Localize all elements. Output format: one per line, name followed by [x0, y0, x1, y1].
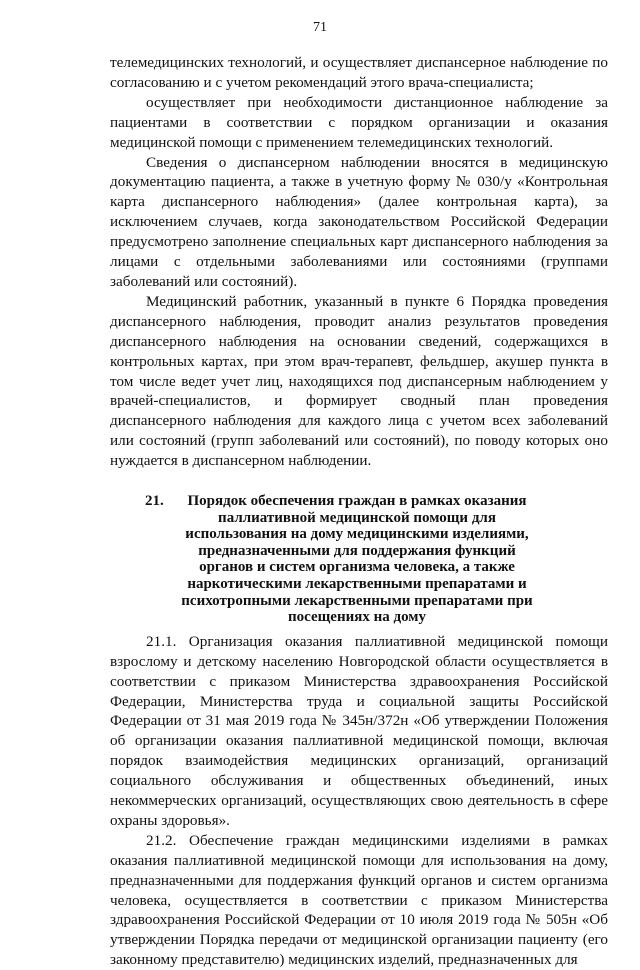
- section-heading: [110, 493, 608, 626]
- paragraph-21-1: 21.1. Организация оказания паллиативной медицинской помощи взрослому и детскому населению Новгородской области осуществляется в соответствии с приказом Министерства здравоохранения Российской Федерации, Министерства труда и социальной защиты Российской Федерации от 31 мая 2019 года № 345н/372н «Об утверждении Положения об организации оказания паллиативной медицинской помощи, включая порядок взаимодействия медицинских организаций, организаций социального обслуживания и общественных объединений, иных некоммерческих организаций, осуществляющих свою деятельность в сфере охраны здоровья».: [110, 632, 608, 829]
- paragraph-continuation: телемедицинских технологий, и осуществляет диспансерное наблюдение по согласованию и с учетом рекомендаций этого врача-специалиста;: [110, 54, 608, 91]
- paragraph-analysis: Медицинский работник, указанный в пункте 6 Порядка проведения диспансерного наблюдения, проводит анализ результатов проведения диспансерного наблюдения на основании сведений, содержащихся в контрольных картах, при этом врач-терапевт, фельдшер, акушер пункта в том числе ведет учет лиц, находящихся под диспансерным наблюдением у врачей-специалистов, и формирует сводный план проведения диспансерного наблюдения для каждого лица с учетом всех заболеваний или состояний (групп заболеваний или состояний), по поводу которых оно нуждается в диспансерном наблюдении.: [110, 292, 608, 470]
- paragraph-remote-observation: осуществляет при необходимости дистанционное наблюдение за пациентами в соответствии с порядком организации и оказания медицинской помощи с применением телемедицинских технологий.: [110, 93, 608, 151]
- section-number: 21.: [145, 493, 164, 510]
- page-number: 71: [313, 20, 327, 35]
- document-body: [110, 53, 608, 970]
- section-title: Порядок обеспечения граждан в рамках оказания паллиативной медицинской помощи для использования на дому медицинскими изделиями, предназначенными для поддержания функций органов и систем организма человека, а также наркотическими лекарственными препаратами и психотропными лекарственными препаратами при посещениях на дому: [181, 493, 533, 626]
- paragraph-21-2: 21.2. Обеспечение граждан медицинскими изделиями в рамках оказания паллиативной медицинской помощи для использования на дому, предназначенными для поддержания функций органов и систем организма человека, осуществляется в соответствии с приказом Министерства здравоохранения Российской Федерации от 10 июля 2019 года № 505н «Об утверждении Порядка передачи от медицинской организации пациенту (его законному представителю) медицинских изделий, предназначенных для: [110, 831, 608, 969]
- paragraph-records: Сведения о диспансерном наблюдении вносятся в медицинскую документацию пациента, а также в учетную форму № 030/у «Контрольная карта диспансерного наблюдения» (далее контрольная карта), за исключением случаев, когда законодательством Российской Федерации предусмотрено заполнение специальных карт диспансерного наблюдения за лицами с отдельными заболеваниями или состояниями (группами заболеваний или состояний).: [110, 153, 608, 290]
